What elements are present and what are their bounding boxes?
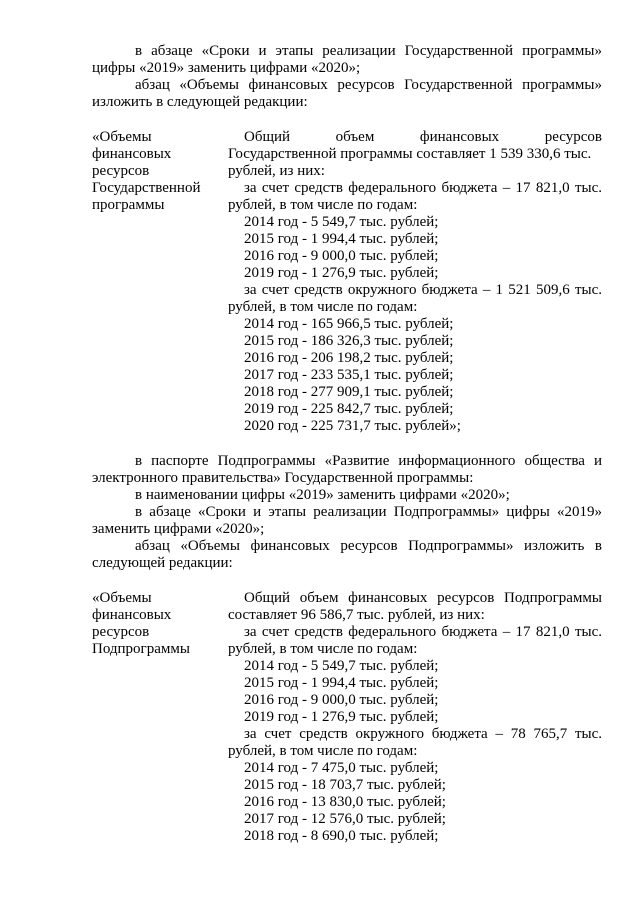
year-amount-line: 2018 год - 277 909,1 тыс. рублей; bbox=[244, 384, 454, 400]
label-line: «Объемы bbox=[92, 129, 152, 145]
middle-line: в абзаце «Сроки и этапы реализации Подпрограммы» цифры «2019» bbox=[135, 504, 602, 520]
resources-text-line: составляет 96 586,7 тыс. рублей, из них: bbox=[228, 607, 485, 623]
year-amount-line: 2016 год - 13 830,0 тыс. рублей; bbox=[244, 794, 446, 810]
document-page bbox=[92, 43, 602, 845]
program-resources-table bbox=[92, 129, 602, 435]
resources-text-line: рублей, в том числе по годам: bbox=[228, 743, 418, 759]
label-line: «Объемы bbox=[92, 590, 152, 606]
year-amount-line: 2019 год - 225 842,7 тыс. рублей; bbox=[244, 401, 454, 417]
intro-line: цифры «2019» заменить цифрами «2020»; bbox=[92, 60, 361, 76]
year-amount-line: 2017 год - 233 535,1 тыс. рублей; bbox=[244, 367, 454, 383]
spacer bbox=[92, 572, 602, 590]
subprogram-resources-text bbox=[228, 590, 602, 845]
year-amount-line: 2018 год - 8 690,0 тыс. рублей; bbox=[244, 828, 439, 844]
resources-text-line: за счет средств окружного бюджета – 1 521 509,6 тыс. bbox=[244, 282, 602, 298]
year-amount-line: 2016 год - 9 000,0 тыс. рублей; bbox=[244, 248, 439, 264]
intro-line: абзац «Объемы финансовых ресурсов Государственной программы» bbox=[135, 77, 602, 93]
intro-line: изложить в следующей редакции: bbox=[92, 94, 308, 110]
resources-text-line: рублей, в том числе по годам: bbox=[228, 641, 418, 657]
year-amount-line: 2015 год - 186 326,3 тыс. рублей; bbox=[244, 333, 454, 349]
year-amount-line: 2014 год - 165 966,5 тыс. рублей; bbox=[244, 316, 454, 332]
label-line: финансовых bbox=[92, 607, 172, 623]
year-amount-line: 2014 год - 7 475,0 тыс. рублей; bbox=[244, 760, 439, 776]
resources-text-line: Общий объем финансовых ресурсов bbox=[244, 129, 602, 145]
label-line: программы bbox=[92, 197, 165, 213]
resources-text-line: за счет средств федерального бюджета – 17 821,0 тыс. bbox=[244, 624, 602, 640]
subprogram-resources-table bbox=[92, 590, 602, 845]
resources-text-line: за счет средств федерального бюджета – 17 821,0 тыс. bbox=[244, 180, 602, 196]
resources-text-line: рублей, в том числе по годам: bbox=[228, 299, 418, 315]
year-amount-line: 2019 год - 1 276,9 тыс. рублей; bbox=[244, 709, 439, 725]
label-line: финансовых bbox=[92, 146, 172, 162]
middle-line: электронного правительства» Государственной программы: bbox=[92, 470, 474, 486]
label-line: ресурсов bbox=[92, 163, 150, 179]
year-amount-line: 2014 год - 5 549,7 тыс. рублей; bbox=[244, 658, 439, 674]
year-amount-line: 2015 год - 1 994,4 тыс. рублей; bbox=[244, 231, 439, 247]
program-resources-text bbox=[228, 129, 602, 435]
middle-line: в наименовании цифры «2019» заменить цифрами «2020»; bbox=[135, 487, 510, 503]
intro-paragraph bbox=[92, 43, 602, 111]
label-line: Подпрограммы bbox=[92, 641, 190, 657]
spacer bbox=[92, 435, 602, 453]
middle-line: заменить цифрами «2020»; bbox=[92, 521, 265, 537]
year-amount-line: 2015 год - 1 994,4 тыс. рублей; bbox=[244, 675, 439, 691]
middle-paragraph bbox=[92, 453, 602, 572]
resources-text-line: за счет средств окружного бюджета – 78 765,7 тыс. bbox=[244, 726, 602, 742]
middle-line: в паспорте Подпрограммы «Развитие информационного общества и bbox=[135, 453, 602, 469]
year-amount-line: 2016 год - 206 198,2 тыс. рублей; bbox=[244, 350, 454, 366]
year-amount-line: 2017 год - 12 576,0 тыс. рублей; bbox=[244, 811, 446, 827]
middle-line: абзац «Объемы финансовых ресурсов Подпрограммы» изложить в bbox=[135, 538, 602, 554]
year-amount-line: 2016 год - 9 000,0 тыс. рублей; bbox=[244, 692, 439, 708]
program-resources-label bbox=[92, 129, 228, 435]
label-line: Государственной bbox=[92, 180, 201, 196]
resources-text-line: рублей, в том числе по годам: bbox=[228, 197, 418, 213]
year-amount-line: 2014 год - 5 549,7 тыс. рублей; bbox=[244, 214, 439, 230]
resources-text-line: рублей, из них: bbox=[228, 163, 325, 179]
subprogram-resources-label bbox=[92, 590, 228, 845]
year-amount-line: 2020 год - 225 731,7 тыс. рублей»; bbox=[244, 418, 461, 434]
label-line: ресурсов bbox=[92, 624, 150, 640]
intro-line: в абзаце «Сроки и этапы реализации Государственной программы» bbox=[135, 43, 602, 59]
middle-line: следующей редакции: bbox=[92, 555, 233, 571]
spacer bbox=[92, 111, 602, 129]
year-amount-line: 2015 год - 18 703,7 тыс. рублей; bbox=[244, 777, 446, 793]
resources-text-line: Государственной программы составляет 1 539 330,6 тыс. bbox=[228, 146, 592, 162]
year-amount-line: 2019 год - 1 276,9 тыс. рублей; bbox=[244, 265, 439, 281]
resources-text-line: Общий объем финансовых ресурсов Подпрограммы bbox=[244, 590, 602, 606]
